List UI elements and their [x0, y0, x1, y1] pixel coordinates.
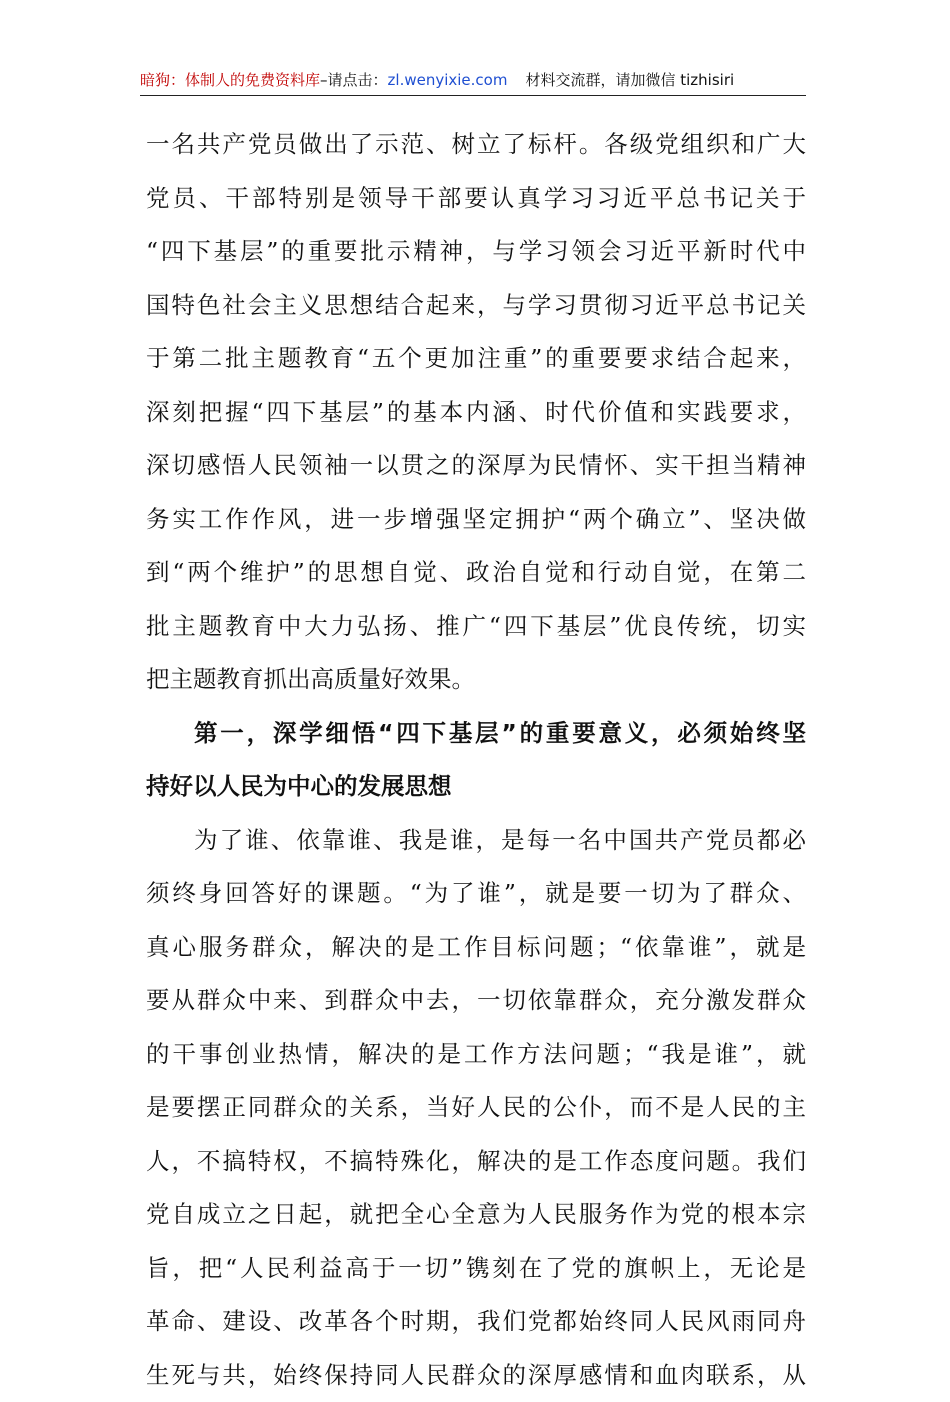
document-body [146, 118, 806, 1402]
header-contact: 材料交流群，请加微信 tizhisiri [525, 71, 734, 89]
paragraph-line: 旨，把“人民利益高于一切”镌刻在了党的旗帜上，无论是 [146, 1242, 806, 1296]
header-link[interactable]: zl.wenyixie.com [388, 71, 508, 89]
paragraph-line: 党自成立之日起，就把全心全意为人民服务作为党的根本宗 [146, 1188, 806, 1242]
paragraph-line: 于第二批主题教育“五个更加注重”的重要要求结合起来， [146, 332, 806, 386]
paragraph-line: 生死与共，始终保持同人民群众的深厚感情和血肉联系，从 [146, 1349, 806, 1402]
header-divider [140, 95, 806, 96]
paragraph-line: 一名共产党员做出了示范、树立了标杆。各级党组织和广大 [146, 118, 806, 172]
paragraph-line: 国特色社会主义思想结合起来，与学习贯彻习近平总书记关 [146, 279, 806, 333]
paragraph-line: 人，不搞特权，不搞特殊化，解决的是工作态度问题。我们 [146, 1135, 806, 1189]
paragraph-line: 党员、干部特别是领导干部要认真学习习近平总书记关于 [146, 172, 806, 226]
header-brand: 暗狗：体制人的免费资料库 [140, 71, 320, 89]
section-heading: 第一，深学细悟“四下基层”的重要意义，必须始终坚 [146, 707, 806, 761]
paragraph-line: 的干事创业热情，解决的是工作方法问题；“我是谁”，就 [146, 1028, 806, 1082]
header-prompt: –请点击： [320, 71, 388, 89]
paragraph-line: 是要摆正同群众的关系，当好人民的公仆，而不是人民的主 [146, 1081, 806, 1135]
section-heading: 持好以人民为中心的发展思想 [146, 760, 806, 814]
paragraph-line: 批主题教育中大力弘扬、推广“四下基层”优良传统，切实 [146, 600, 806, 654]
paragraph-line: 为了谁、依靠谁、我是谁，是每一名中国共产党员都必 [146, 814, 806, 868]
paragraph-line: 深切感悟人民领袖一以贯之的深厚为民情怀、实干担当精神 [146, 439, 806, 493]
paragraph-line: 真心服务群众，解决的是工作目标问题；“依靠谁”，就是 [146, 921, 806, 975]
paragraph-line: “四下基层”的重要批示精神，与学习领会习近平新时代中 [146, 225, 806, 279]
paragraph-line: 要从群众中来、到群众中去，一切依靠群众，充分激发群众 [146, 974, 806, 1028]
paragraph-line: 须终身回答好的课题。“为了谁”，就是要一切为了群众、 [146, 867, 806, 921]
page-header [140, 66, 806, 94]
paragraph-line: 把主题教育抓出高质量好效果。 [146, 653, 806, 707]
paragraph-line: 务实工作作风，进一步增强坚定拥护“两个确立”、坚决做 [146, 493, 806, 547]
paragraph-line: 革命、建设、改革各个时期，我们党都始终同人民风雨同舟 [146, 1295, 806, 1349]
paragraph-line: 到“两个维护”的思想自觉、政治自觉和行动自觉，在第二 [146, 546, 806, 600]
paragraph-line: 深刻把握“四下基层”的基本内涵、时代价值和实践要求， [146, 386, 806, 440]
